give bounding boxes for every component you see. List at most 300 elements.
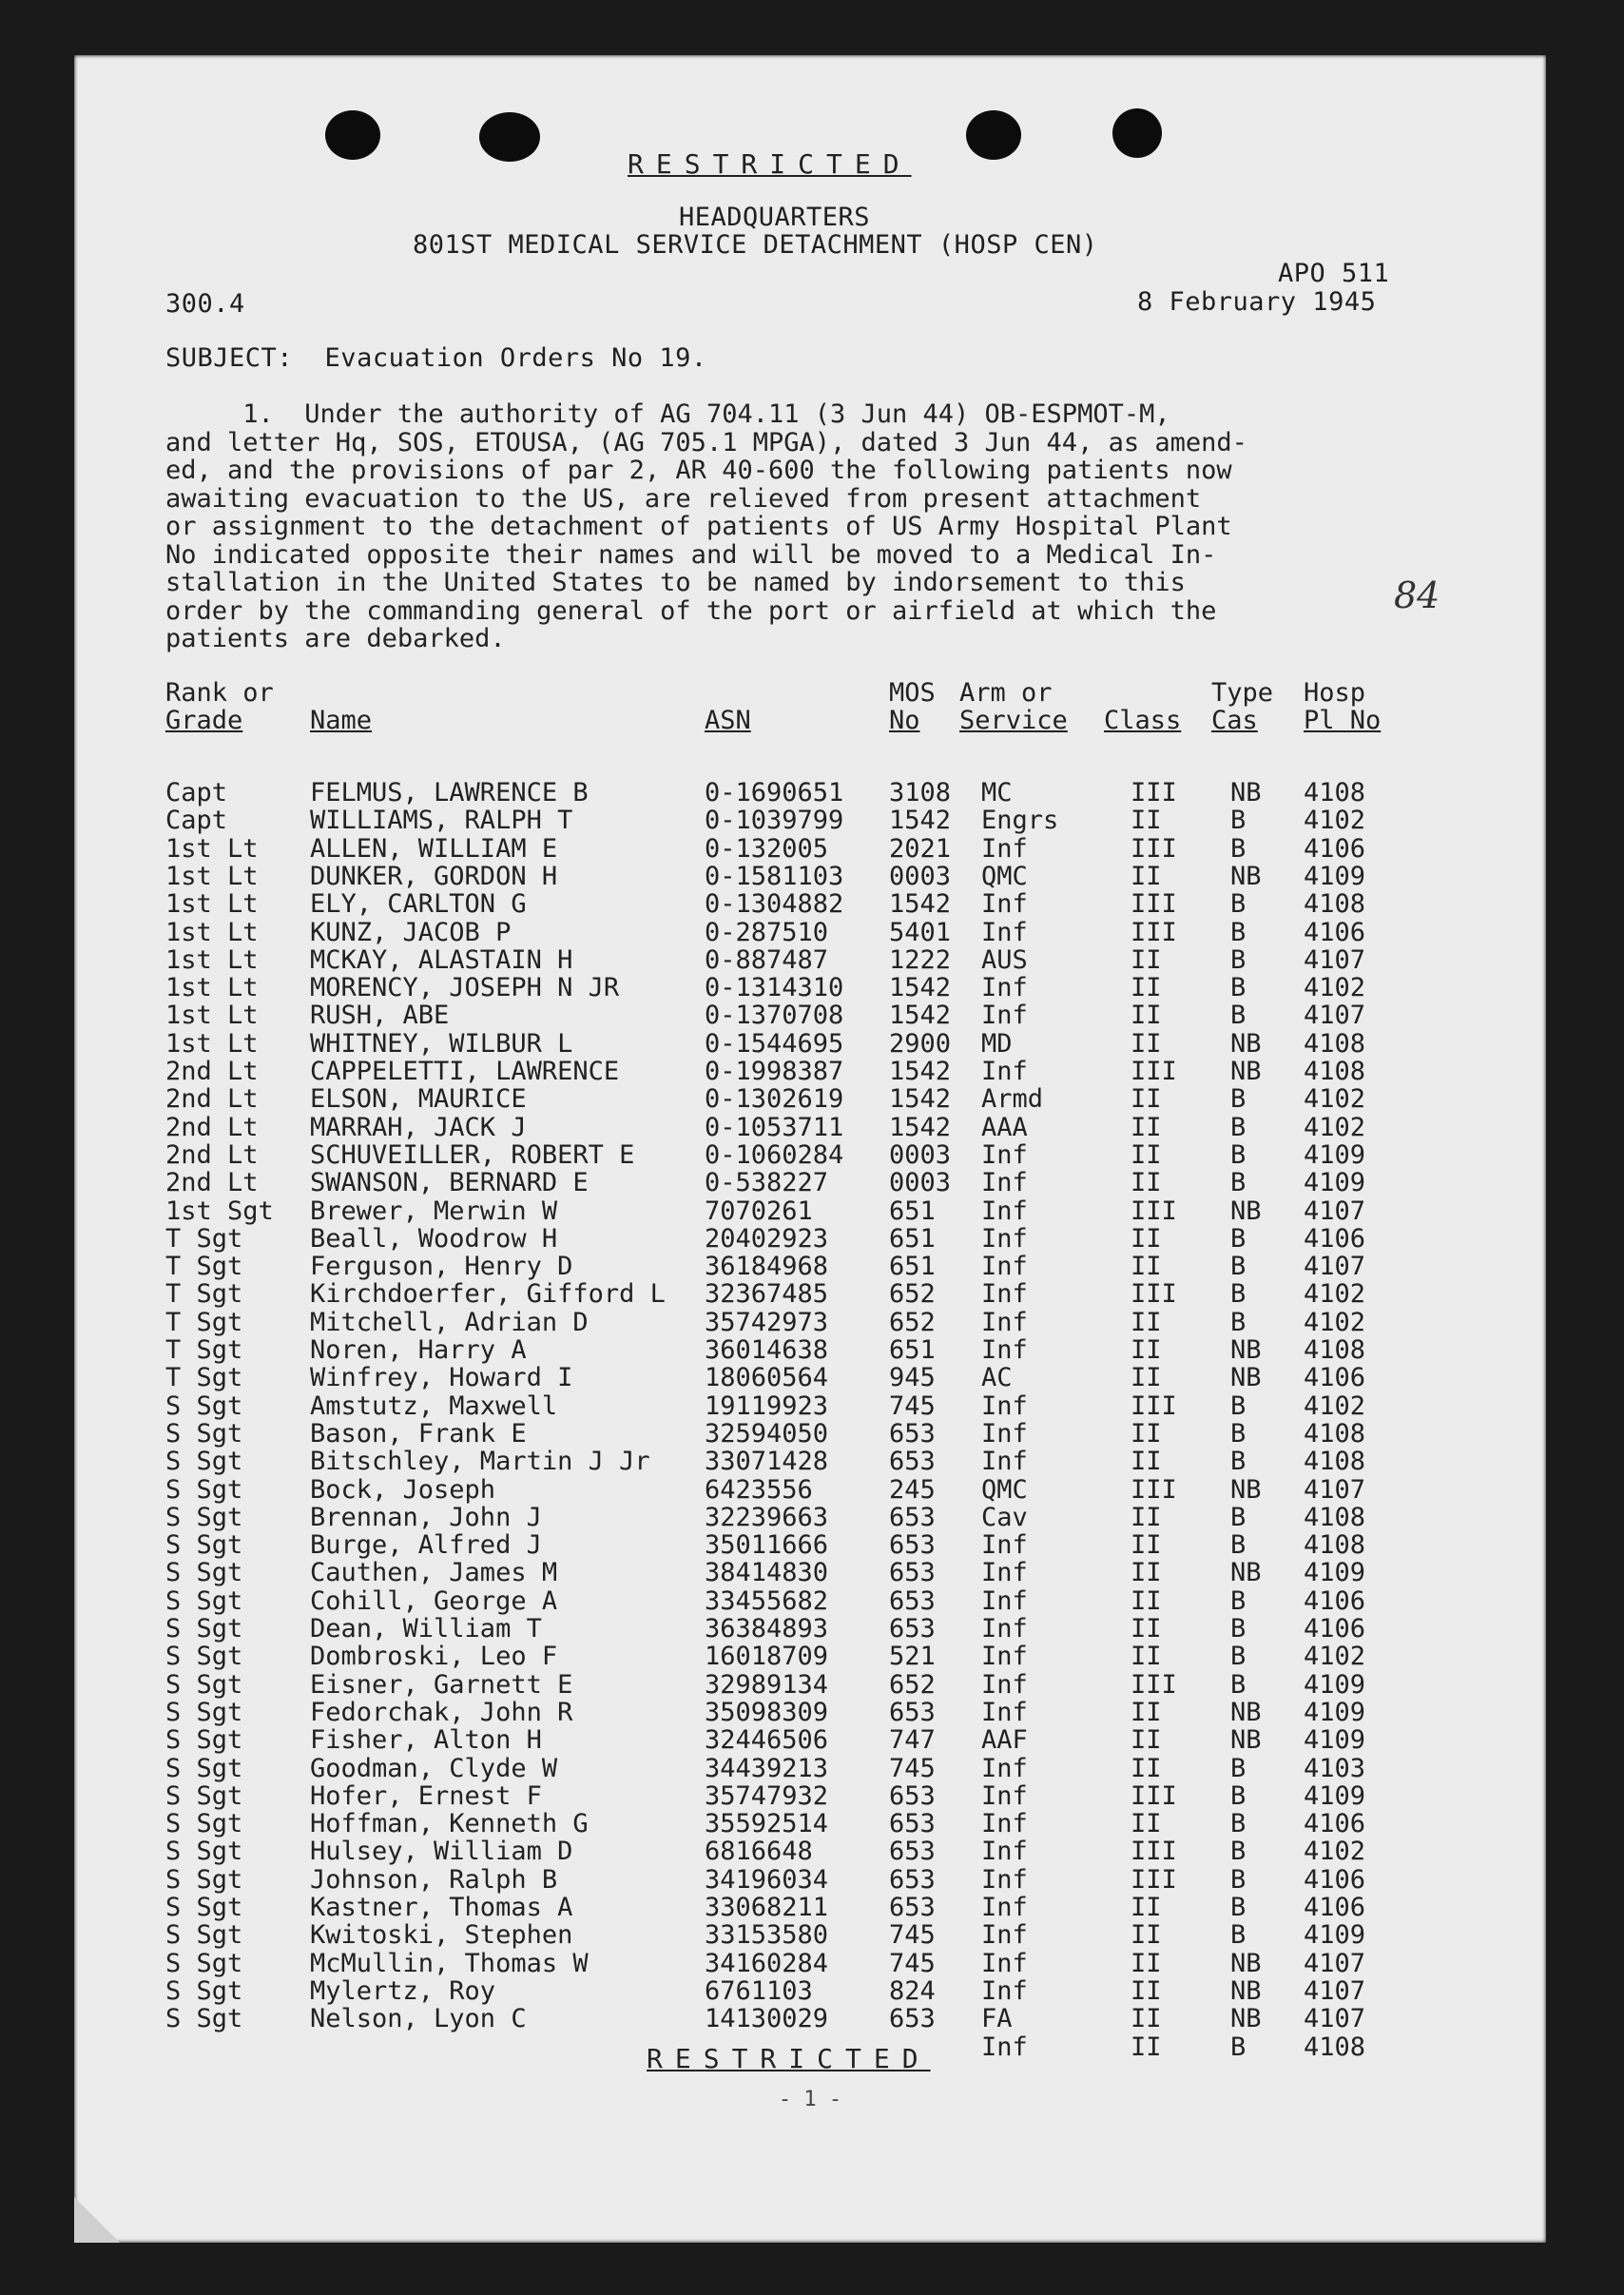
cell-type-cas: B <box>1230 1001 1247 1031</box>
cell-name: DUNKER, GORDON H <box>310 861 558 891</box>
cell-rank: T Sgt <box>165 1279 243 1310</box>
cell-hosp-pl-no: 4106 <box>1304 1223 1366 1254</box>
cell-hosp-pl-no: 4102 <box>1304 1642 1366 1672</box>
cell-name: Dean, William T <box>310 1614 542 1643</box>
cell-class: II <box>1131 1139 1162 1170</box>
cell-arm-service: Inf <box>981 1669 1028 1700</box>
cell-arm-service: Inf <box>981 1279 1028 1310</box>
cell-rank: T Sgt <box>165 1307 243 1337</box>
cell-rank: S Sgt <box>165 1893 243 1922</box>
cell-hosp-pl-no: 4102 <box>1304 1084 1366 1115</box>
punch-hole <box>966 110 1021 160</box>
table-row <box>74 778 1546 806</box>
cell-name: Fisher, Alton H <box>310 1725 542 1756</box>
cell-mos-no: 745 <box>889 1391 936 1421</box>
cell-asn: 19119923 <box>705 1391 829 1421</box>
cell-mos-no: 653 <box>889 1809 936 1839</box>
cell-mos-no: 747 <box>889 1725 936 1756</box>
cell-mos-no: 653 <box>889 1530 936 1561</box>
cell-name: Hoffman, Kenneth G <box>310 1809 589 1839</box>
cell-type-cas: NB <box>1230 1474 1262 1505</box>
cell-rank: S Sgt <box>165 1725 243 1756</box>
cell-rank: S Sgt <box>165 1558 243 1588</box>
cell-name: CAPPELETTI, LAWRENCE <box>310 1057 620 1086</box>
cell-type-cas: B <box>1230 917 1247 947</box>
cell-class: II <box>1131 1948 1162 1978</box>
cell-rank: 1st Lt <box>165 833 259 864</box>
cell-mos-no: 653 <box>889 1893 936 1922</box>
cell-mos-no: 651 <box>889 1252 936 1282</box>
table-row <box>74 1586 1546 1614</box>
cell-asn: 0-1544695 <box>705 1028 844 1059</box>
cell-rank: 2nd Lt <box>165 1112 259 1142</box>
cell-class: III <box>1131 1196 1177 1226</box>
cell-arm-service: Inf <box>981 1196 1028 1226</box>
cell-name: Kirchdoerfer, Gifford L <box>310 1279 666 1310</box>
paragraph-line: order by the commanding general of the port or airfield at which the <box>165 595 1217 626</box>
cell-type-cas: B <box>1230 1642 1247 1672</box>
cell-type-cas: NB <box>1230 778 1262 807</box>
cell-asn: 6816648 <box>705 1837 813 1867</box>
cell-name: Nelson, Lyon C <box>310 2004 527 2034</box>
cell-class: II <box>1131 1418 1162 1449</box>
cell-name: Ferguson, Henry D <box>310 1252 573 1282</box>
cell-type-cas: B <box>1230 1920 1247 1951</box>
cell-name: McMullin, Thomas W <box>310 1948 589 1978</box>
paragraph-line: 1. Under the authority of AG 704.11 (3 Jun 44) OB-ESPMOT-M, <box>165 399 1170 429</box>
cell-class: II <box>1131 1920 1162 1951</box>
cell-class: II <box>1131 944 1162 975</box>
cell-arm-service: Inf <box>981 1558 1028 1588</box>
table-row <box>74 1001 1546 1031</box>
cell-mos-no: 653 <box>889 1418 936 1449</box>
cell-type-cas: B <box>1230 1252 1247 1282</box>
cell-mos-no: 653 <box>889 1864 936 1895</box>
cell-hosp-pl-no: 4108 <box>1304 1028 1366 1059</box>
cell-hosp-pl-no: 4107 <box>1304 2004 1366 2034</box>
cell-class: II <box>1131 806 1162 836</box>
table-row <box>74 2004 1546 2032</box>
cell-asn: 35098309 <box>705 1697 829 1727</box>
cell-asn: 0-287510 <box>705 917 829 947</box>
cell-hosp-pl-no: 4108 <box>1304 889 1366 920</box>
cell-class: II <box>1131 1585 1162 1616</box>
cell-name: MARRAH, JACK J <box>310 1112 527 1142</box>
table-row <box>74 834 1546 862</box>
cell-arm-service: Inf <box>981 1642 1028 1672</box>
cell-hosp-pl-no: 4108 <box>1304 1335 1366 1365</box>
paragraph-line: and letter Hq, SOS, ETOUSA, (AG 705.1 MPGA), dated 3 Jun 44, as amend- <box>165 427 1247 457</box>
subject-line: SUBJECT: Evacuation Orders No 19. <box>165 343 707 373</box>
table-row <box>74 1949 1546 1976</box>
cell-asn: 0-887487 <box>705 944 829 975</box>
punch-hole <box>325 110 380 160</box>
paragraph-line: or assignment to the detachment of patients of US Army Hospital Plant <box>165 512 1232 541</box>
cell-mos-no: 2900 <box>889 1028 952 1059</box>
cell-asn: 0-1581103 <box>705 861 844 891</box>
cell-arm-service: AC <box>981 1363 1013 1393</box>
cell-name: Mylertz, Roy <box>310 1975 496 2006</box>
cell-arm-service: Inf <box>981 1780 1028 1811</box>
cell-mos-no: 652 <box>889 1669 936 1700</box>
cell-arm-service: Inf <box>981 889 1028 920</box>
cell-arm-service: Inf <box>981 1418 1028 1449</box>
cell-asn: 20402923 <box>705 1223 829 1254</box>
cell-type-cas: B <box>1230 1669 1247 1700</box>
cell-rank: S Sgt <box>165 1864 243 1895</box>
cell-type-cas: B <box>1230 1753 1247 1783</box>
cell-type-cas: B <box>1230 833 1247 864</box>
cell-hosp-pl-no: 4109 <box>1304 1168 1366 1198</box>
cell-hosp-pl-no: 4106 <box>1304 1809 1366 1839</box>
cell-asn: 33071428 <box>705 1447 829 1477</box>
cell-class: II <box>1131 1697 1162 1727</box>
cell-rank: S Sgt <box>165 1809 243 1839</box>
table-row <box>74 1781 1546 1809</box>
cell-name: Dombroski, Leo F <box>310 1642 558 1672</box>
table-row <box>74 1335 1546 1363</box>
cell-hosp-pl-no: 4109 <box>1304 1669 1366 1700</box>
cell-rank: S Sgt <box>165 1585 243 1616</box>
cell-asn: 6761103 <box>705 1975 813 2006</box>
cell-arm-service: Inf <box>981 917 1028 947</box>
cell-hosp-pl-no: 4102 <box>1304 806 1366 836</box>
cell-type-cas: B <box>1230 1893 1247 1922</box>
cell-type-cas: NB <box>1230 1057 1262 1086</box>
cell-hosp-pl-no: 4107 <box>1304 1252 1366 1282</box>
cell-arm-service: Inf <box>981 2032 1028 2062</box>
cell-mos-no: 245 <box>889 1474 936 1505</box>
cell-rank: T Sgt <box>165 1335 243 1365</box>
cell-arm-service: Inf <box>981 973 1028 1003</box>
cell-arm-service: Inf <box>981 833 1028 864</box>
cell-mos-no: 745 <box>889 1920 936 1951</box>
col-hosp-header: Hosp Pl No <box>1304 678 1382 735</box>
cell-name: Goodman, Clyde W <box>310 1753 558 1783</box>
cell-type-cas: B <box>1230 1307 1247 1337</box>
cell-class: II <box>1131 1223 1162 1254</box>
cell-arm-service: Inf <box>981 1585 1028 1616</box>
cell-class: III <box>1131 1391 1177 1421</box>
col-name-header: Name <box>310 706 373 735</box>
table-row <box>74 1084 1546 1115</box>
cell-arm-service: MD <box>981 1028 1013 1059</box>
cell-type-cas: B <box>1230 1614 1247 1643</box>
table-row <box>74 1614 1546 1642</box>
cell-rank: S Sgt <box>165 1753 243 1783</box>
cell-mos-no: 1222 <box>889 944 952 975</box>
cell-class: II <box>1131 1809 1162 1839</box>
cell-class: II <box>1131 1530 1162 1561</box>
cell-name: Hofer, Ernest F <box>310 1780 542 1811</box>
cell-name: Kwitoski, Stephen <box>310 1920 573 1951</box>
table-row <box>74 1503 1546 1530</box>
cell-class: III <box>1131 833 1177 864</box>
cell-type-cas: NB <box>1230 1725 1262 1756</box>
cell-class: II <box>1131 1753 1162 1783</box>
cell-asn: 0-1053711 <box>705 1112 844 1142</box>
cell-arm-service: Inf <box>981 1057 1028 1086</box>
cell-mos-no: 652 <box>889 1279 936 1310</box>
cell-mos-no: 1542 <box>889 1112 952 1142</box>
cell-hosp-pl-no: 4102 <box>1304 1391 1366 1421</box>
cell-name: Beall, Woodrow H <box>310 1223 558 1254</box>
cell-asn: 32989134 <box>705 1669 829 1700</box>
col-asn-header: ASN <box>705 706 751 735</box>
cell-asn: 0-1304882 <box>705 889 844 920</box>
cell-class: III <box>1131 1669 1177 1700</box>
cell-type-cas: B <box>1230 1139 1247 1170</box>
cell-arm-service: Inf <box>981 1837 1028 1867</box>
table-row <box>74 1252 1546 1282</box>
cell-type-cas: NB <box>1230 1558 1262 1588</box>
table-row <box>74 1029 1546 1057</box>
cell-mos-no: 1542 <box>889 1057 952 1086</box>
cell-arm-service: Inf <box>981 1139 1028 1170</box>
paragraph-line: stallation in the United States to be named by indorsement to this <box>165 568 1186 597</box>
cell-rank: 2nd Lt <box>165 1084 259 1115</box>
cell-type-cas: NB <box>1230 2004 1262 2034</box>
cell-asn: 35742973 <box>705 1307 829 1337</box>
cell-arm-service: QMC <box>981 1474 1028 1505</box>
file-number: 300.4 <box>165 289 245 319</box>
cell-hosp-pl-no: 4108 <box>1304 1530 1366 1561</box>
table-row <box>74 1837 1546 1867</box>
cell-class: II <box>1131 1001 1162 1031</box>
cell-arm-service: Inf <box>981 1252 1028 1282</box>
cell-mos-no: 653 <box>889 2004 936 2034</box>
cell-asn: 0-1690651 <box>705 778 844 807</box>
cell-rank: S Sgt <box>165 1780 243 1811</box>
cell-hosp-pl-no: 4109 <box>1304 1725 1366 1756</box>
cell-rank: S Sgt <box>165 1837 243 1867</box>
table-row <box>74 1809 1546 1837</box>
cell-class: II <box>1131 1363 1162 1393</box>
cell-name: SWANSON, BERNARD E <box>310 1168 589 1198</box>
cell-name: Winfrey, Howard I <box>310 1363 573 1393</box>
cell-name: FELMUS, LAWRENCE B <box>310 778 589 807</box>
cell-hosp-pl-no: 4108 <box>1304 1418 1366 1449</box>
col-mos-header: MOS No <box>889 678 936 735</box>
cell-class: II <box>1131 1335 1162 1365</box>
cell-mos-no: 653 <box>889 1558 936 1588</box>
cell-hosp-pl-no: 4109 <box>1304 1697 1366 1727</box>
table-row <box>74 1530 1546 1561</box>
table-row <box>74 1308 1546 1335</box>
cell-name: Johnson, Ralph B <box>310 1864 558 1895</box>
table-row <box>74 1976 1546 2004</box>
cell-name: Amstutz, Maxwell <box>310 1391 558 1421</box>
cell-arm-service: Inf <box>981 1753 1028 1783</box>
cell-arm-service: Armd <box>981 1084 1044 1115</box>
cell-rank: S Sgt <box>165 1391 243 1421</box>
cell-mos-no: 521 <box>889 1642 936 1672</box>
cell-name: Bitschley, Martin J Jr <box>310 1447 650 1477</box>
cell-class: III <box>1131 1780 1177 1811</box>
cell-name: Burge, Alfred J <box>310 1530 542 1561</box>
table-row <box>74 862 1546 889</box>
apo-number: APO 511 <box>1278 259 1390 288</box>
cell-name: RUSH, ABE <box>310 1001 450 1031</box>
table-row <box>74 1447 1546 1477</box>
cell-hosp-pl-no: 4109 <box>1304 1780 1366 1811</box>
cell-class: II <box>1131 1502 1162 1532</box>
cell-name: MORENCY, JOSEPH N JR <box>310 973 620 1003</box>
cell-class: II <box>1131 1725 1162 1756</box>
cell-name: Noren, Harry A <box>310 1335 527 1365</box>
cell-type-cas: B <box>1230 1530 1247 1561</box>
document-page <box>74 55 1546 2243</box>
cell-rank: S Sgt <box>165 1502 243 1532</box>
punch-hole <box>479 112 540 162</box>
cell-rank: Capt <box>165 806 228 836</box>
cell-arm-service: Inf <box>981 1391 1028 1421</box>
cell-arm-service: Inf <box>981 1614 1028 1643</box>
table-row <box>74 918 1546 945</box>
cell-type-cas: B <box>1230 889 1247 920</box>
cell-asn: 14130029 <box>705 2004 829 2034</box>
cell-mos-no: 653 <box>889 1614 936 1643</box>
cell-arm-service: Inf <box>981 1893 1028 1922</box>
cell-hosp-pl-no: 4102 <box>1304 1837 1366 1867</box>
authority-paragraph <box>165 400 1402 653</box>
cell-type-cas: B <box>1230 1112 1247 1142</box>
cell-asn: 32594050 <box>705 1418 829 1449</box>
cell-mos-no: 1542 <box>889 889 952 920</box>
cell-rank: 1st Lt <box>165 1001 259 1031</box>
cell-class: II <box>1131 1893 1162 1922</box>
cell-class: III <box>1131 1864 1177 1895</box>
cell-asn: 16018709 <box>705 1642 829 1672</box>
cell-mos-no: 653 <box>889 1697 936 1727</box>
cell-name: Cauthen, James M <box>310 1558 558 1588</box>
cell-hosp-pl-no: 4103 <box>1304 1753 1366 1783</box>
cell-rank: 1st Sgt <box>165 1196 274 1226</box>
handwritten-mark: 84 <box>1394 574 1440 616</box>
cell-rank: 1st Lt <box>165 889 259 920</box>
cell-mos-no: 651 <box>889 1335 936 1365</box>
cell-rank: 2nd Lt <box>165 1139 259 1170</box>
header-line1: HEADQUARTERS <box>679 203 871 232</box>
cell-class: II <box>1131 1112 1162 1142</box>
cell-type-cas: B <box>1230 1809 1247 1839</box>
cell-hosp-pl-no: 4108 <box>1304 1057 1366 1086</box>
punch-hole <box>1112 108 1162 158</box>
cell-mos-no: 0003 <box>889 1139 952 1170</box>
cell-class: II <box>1131 1614 1162 1643</box>
cell-arm-service: FA <box>981 2004 1013 2034</box>
cell-arm-service: Inf <box>981 1001 1028 1031</box>
cell-rank: T Sgt <box>165 1363 243 1393</box>
cell-rank: 1st Lt <box>165 861 259 891</box>
cell-class: III <box>1131 1474 1177 1505</box>
cell-hosp-pl-no: 4102 <box>1304 1307 1366 1337</box>
cell-hosp-pl-no: 4106 <box>1304 1893 1366 1922</box>
cell-class: II <box>1131 1168 1162 1198</box>
cell-asn: 6423556 <box>705 1474 813 1505</box>
cell-hosp-pl-no: 4102 <box>1304 1112 1366 1142</box>
cell-asn: 34196034 <box>705 1864 829 1895</box>
cell-type-cas: B <box>1230 1864 1247 1895</box>
table-row <box>74 1698 1546 1725</box>
cell-asn: 36184968 <box>705 1252 829 1282</box>
table-row <box>74 806 1546 836</box>
cell-type-cas: NB <box>1230 1975 1262 2006</box>
cell-arm-service: AUS <box>981 944 1028 975</box>
cell-asn: 32367485 <box>705 1279 829 1310</box>
cell-arm-service: Inf <box>981 1307 1028 1337</box>
cell-hosp-pl-no: 4109 <box>1304 1139 1366 1170</box>
cell-hosp-pl-no: 4109 <box>1304 1920 1366 1951</box>
table-row <box>74 1196 1546 1224</box>
table-row <box>74 1865 1546 1893</box>
document-date: 8 February 1945 <box>1137 287 1377 317</box>
cell-asn: 33455682 <box>705 1585 829 1616</box>
cell-rank: S Sgt <box>165 1920 243 1951</box>
cell-type-cas: B <box>1230 944 1247 975</box>
restricted-heading: RESTRICTED <box>628 148 912 180</box>
cell-rank: 2nd Lt <box>165 1057 259 1086</box>
cell-asn: 36014638 <box>705 1335 829 1365</box>
cell-name: WHITNEY, WILBUR L <box>310 1028 573 1059</box>
cell-asn: 0-1370708 <box>705 1001 844 1031</box>
cell-asn: 36384893 <box>705 1614 829 1643</box>
cell-hosp-pl-no: 4107 <box>1304 944 1366 975</box>
cell-mos-no: 651 <box>889 1196 936 1226</box>
cell-type-cas: B <box>1230 1447 1247 1477</box>
paragraph-line: No indicated opposite their names and will be moved to a Medical In- <box>165 539 1217 570</box>
paragraph-line: awaiting evacuation to the US, are relieved from present attachment <box>165 483 1202 514</box>
cell-class: II <box>1131 1558 1162 1588</box>
cell-name: Bock, Joseph <box>310 1474 496 1505</box>
cell-name: SCHUVEILLER, ROBERT E <box>310 1139 635 1170</box>
cell-rank: 1st Lt <box>165 917 259 947</box>
cell-asn: 33068211 <box>705 1893 829 1922</box>
cell-type-cas: B <box>1230 1084 1247 1115</box>
cell-class: II <box>1131 1028 1162 1059</box>
cell-hosp-pl-no: 4106 <box>1304 917 1366 947</box>
table-row <box>74 889 1546 920</box>
cell-rank: 1st Lt <box>165 1028 259 1059</box>
cell-type-cas: NB <box>1230 1697 1262 1727</box>
folded-corner <box>74 2197 120 2243</box>
table-row <box>74 1725 1546 1756</box>
cell-arm-service: AAA <box>981 1112 1028 1142</box>
cell-rank: S Sgt <box>165 1669 243 1700</box>
cell-rank: S Sgt <box>165 1975 243 2006</box>
table-row <box>74 1475 1546 1503</box>
cell-hosp-pl-no: 4107 <box>1304 1948 1366 1978</box>
cell-mos-no: 1542 <box>889 973 952 1003</box>
cell-mos-no: 3108 <box>889 778 952 807</box>
cell-type-cas: NB <box>1230 1028 1262 1059</box>
table-row <box>74 1558 1546 1588</box>
table-row <box>74 1391 1546 1419</box>
cell-mos-no: 824 <box>889 1975 936 2006</box>
cell-asn: 0-132005 <box>705 833 829 864</box>
cell-asn: 35011666 <box>705 1530 829 1561</box>
cell-type-cas: B <box>1230 1780 1247 1811</box>
cell-rank: S Sgt <box>165 1418 243 1449</box>
cell-mos-no: 653 <box>889 1447 936 1477</box>
cell-type-cas: B <box>1230 1837 1247 1867</box>
restricted-footer: RESTRICTED <box>647 2043 931 2074</box>
header-line2: 801ST MEDICAL SERVICE DETACHMENT (HOSP CEN) <box>413 230 1098 260</box>
cell-asn: 7070261 <box>705 1196 813 1226</box>
cell-class: III <box>1131 1057 1177 1086</box>
cell-asn: 0-1302619 <box>705 1084 844 1115</box>
cell-hosp-pl-no: 4106 <box>1304 1363 1366 1393</box>
